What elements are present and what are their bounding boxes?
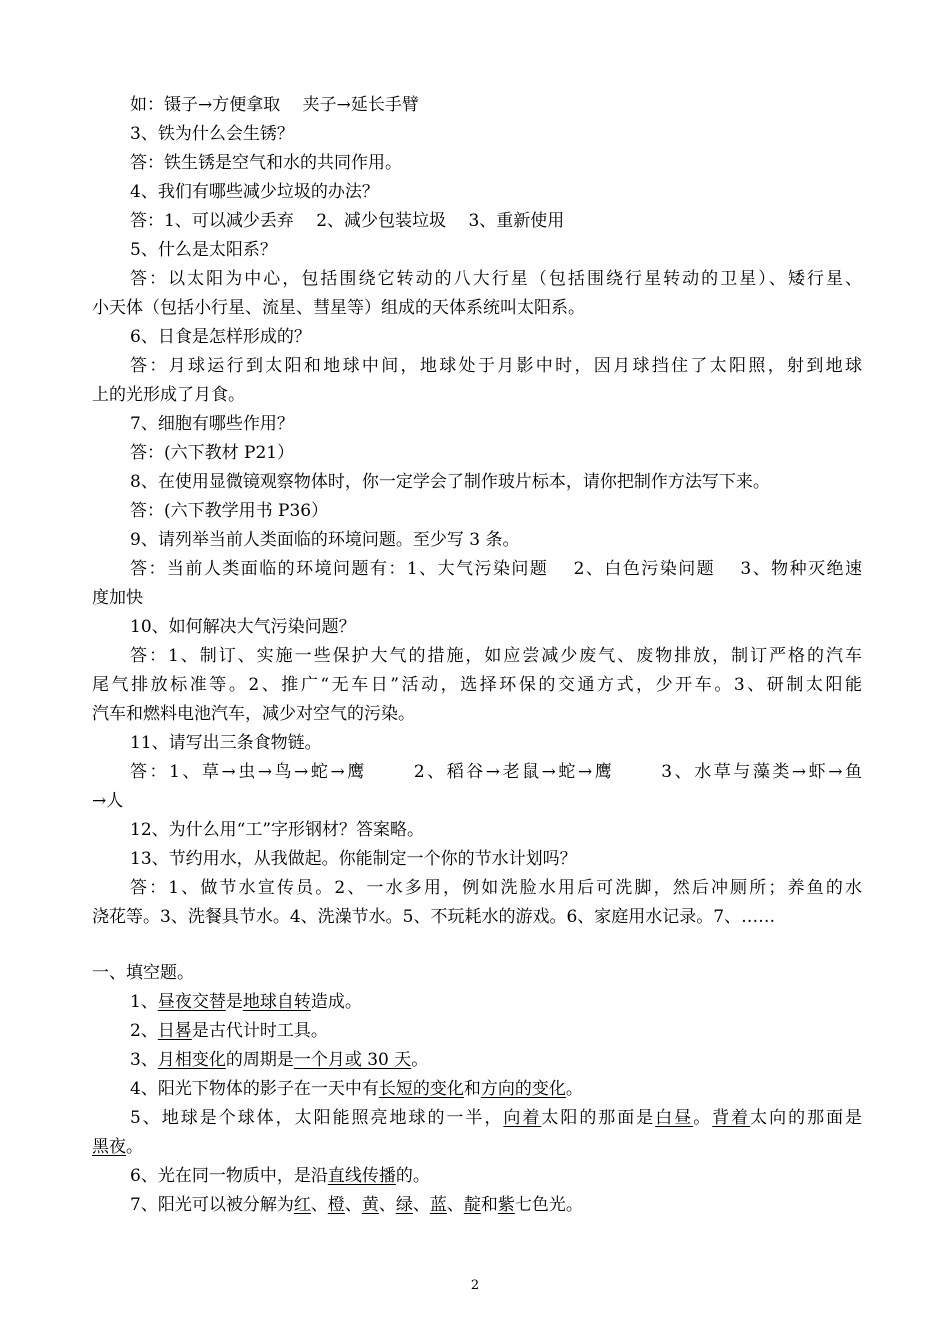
answer-blank: 靛 — [463, 1195, 481, 1215]
answer-11-line-1: 答：1、草→虫→鸟→蛇→鹰 2、稻谷→老鼠→蛇→鹰 3、水草与藻类→虾→鱼 — [130, 762, 862, 782]
answer-blank: 绿 — [395, 1195, 413, 1215]
fill-item-4 — [130, 1079, 862, 1099]
answer-5-line-1: 答：以太阳为中心，包括围绕它转动的八大行星（包括围绕行星转动的卫星）、矮行星、 — [130, 269, 862, 289]
text: 太阳的那面是 — [541, 1108, 656, 1128]
answer-10-line-2: 尾气排放标准等。2、推广“无车日”活动，选择环保的交通方式，少开车。3、研制太阳能 — [92, 675, 862, 695]
text: 1、 — [130, 992, 158, 1012]
text: 。 — [565, 1079, 583, 1099]
fill-item-2 — [130, 1021, 862, 1041]
question-13: 13、节约用水，从我做起。你能制定一个你的节水计划吗？ — [130, 849, 577, 869]
text: 2、 — [130, 1021, 158, 1041]
answer-blank: 长短的变化 — [378, 1079, 464, 1099]
text: 造成。 — [310, 992, 362, 1012]
question-7: 7、细胞有哪些作用？ — [130, 414, 294, 434]
question-11: 11、请写出三条食物链。 — [130, 733, 322, 753]
text: 、 — [412, 1195, 430, 1215]
answer-13-line-2: 浇花等。3、洗餐具节水。4、洗澡节水。5、不玩耗水的游戏。6、家庭用水记录。7、…… — [92, 907, 776, 927]
answer-blank: 蓝 — [429, 1195, 447, 1215]
page-number: 2 — [470, 1278, 480, 1293]
answer-blank: 紫 — [497, 1195, 515, 1215]
answer-blank: 背着 — [712, 1108, 751, 1128]
answer-10-line-3: 汽车和燃料电池汽车，减少对空气的污染。 — [92, 704, 415, 724]
answer-blank: 一个月或 30 天 — [293, 1050, 412, 1070]
text: 。 — [411, 1050, 429, 1070]
answer-9-line-1: 答：当前人类面临的环境问题有：1、大气污染问题 2、白色污染问题 3、物种灭绝速 — [130, 559, 862, 579]
answer-9-line-2: 度加快 — [92, 588, 143, 608]
answer-blank: 地球自转 — [242, 992, 311, 1012]
fill-item-6 — [130, 1166, 862, 1186]
answer-7: 答：(六下教材 P21） — [130, 443, 295, 463]
answer-blank: 昼夜交替 — [157, 992, 226, 1012]
text: 5、地球是个球体，太阳能照亮地球的一半， — [130, 1108, 504, 1128]
text: 太向的那面是 — [750, 1108, 863, 1128]
answer-6-line-1: 答：月球运行到太阳和地球中间，地球处于月影中时，因月球挡住了太阳照，射到地球 — [130, 356, 862, 376]
question-5: 5、什么是太阳系？ — [130, 240, 277, 260]
text: 、 — [378, 1195, 396, 1215]
text: 的。 — [395, 1166, 430, 1186]
text: 是古代计时工具。 — [191, 1021, 328, 1041]
fill-item-5-line-2 — [92, 1137, 862, 1157]
answer-13-line-1: 答：1、做节水宣传员。2、一水多用，例如洗脸水用后可洗脚，然后冲厕所；养鱼的水 — [130, 878, 862, 898]
answer-blank: 黑夜 — [92, 1137, 126, 1157]
answer-blank: 月相变化 — [157, 1050, 226, 1070]
question-4: 4、我们有哪些减少垃圾的办法？ — [130, 182, 379, 202]
question-12: 12、为什么用“工”字形钢材？答案略。 — [130, 820, 425, 840]
fill-item-5-line-1 — [130, 1108, 862, 1128]
answer-6-line-2: 上的光形成了月食。 — [92, 385, 245, 405]
question-9: 9、请列举当前人类面临的环境问题。至少写 3 条。 — [130, 530, 520, 550]
question-8: 8、在使用显微镜观察物体时，你一定学会了制作玻片标本，请你把制作方法写下来。 — [130, 472, 770, 492]
answer-blank: 白昼 — [655, 1108, 694, 1128]
answer-blank: 黄 — [361, 1195, 379, 1215]
text: 是 — [225, 992, 243, 1012]
answer-5-line-2: 小天体（包括小行星、流星、彗星等）组成的天体系统叫太阳系。 — [92, 298, 585, 318]
answer-8: 答：(六下教学用书 P36） — [130, 501, 329, 521]
fill-item-7 — [130, 1195, 862, 1215]
text: 和 — [463, 1079, 481, 1099]
answer-blank: 直线传播 — [327, 1166, 396, 1186]
question-6: 6、日食是怎样形成的？ — [130, 327, 311, 347]
answer-blank: 日晷 — [157, 1021, 192, 1041]
text: 七色光。 — [514, 1195, 583, 1215]
text: 。 — [693, 1108, 713, 1128]
section-heading: 一、填空题。 — [92, 963, 194, 983]
answer-blank: 橙 — [327, 1195, 345, 1215]
text: 3、 — [130, 1050, 158, 1070]
text: 、 — [310, 1195, 328, 1215]
fill-item-3 — [130, 1050, 862, 1070]
answer-blank: 红 — [293, 1195, 311, 1215]
text: 和 — [480, 1195, 498, 1215]
answer-blank: 方向的变化 — [480, 1079, 566, 1099]
example-line: 如：镊子→方便拿取 夹子→延长手臂 — [130, 95, 419, 115]
fill-item-1 — [130, 992, 862, 1012]
question-3: 3、铁为什么会生锈？ — [130, 124, 294, 144]
question-10: 10、如何解决大气污染问题？ — [130, 617, 356, 637]
answer-3: 答：铁生锈是空气和水的共同作用。 — [130, 153, 402, 173]
text: 4、阳光下物体的影子在一天中有 — [130, 1079, 379, 1099]
text: 。 — [126, 1137, 143, 1157]
text: 、 — [446, 1195, 464, 1215]
text: 7、阳光可以被分解为 — [130, 1195, 294, 1215]
answer-blank: 向着 — [503, 1108, 542, 1128]
text: 6、光在同一物质中，是沿 — [130, 1166, 328, 1186]
answer-10-line-1: 答：1、制订、实施一些保护大气的措施，如应尝减少废气、废物排放，制订严格的汽车 — [130, 646, 862, 666]
answer-4: 答：1、可以减少丢弃 2、减少包装垃圾 3、重新使用 — [130, 211, 565, 231]
answer-11-line-2: →人 — [92, 791, 124, 811]
text: 、 — [344, 1195, 362, 1215]
text: 的周期是 — [225, 1050, 294, 1070]
